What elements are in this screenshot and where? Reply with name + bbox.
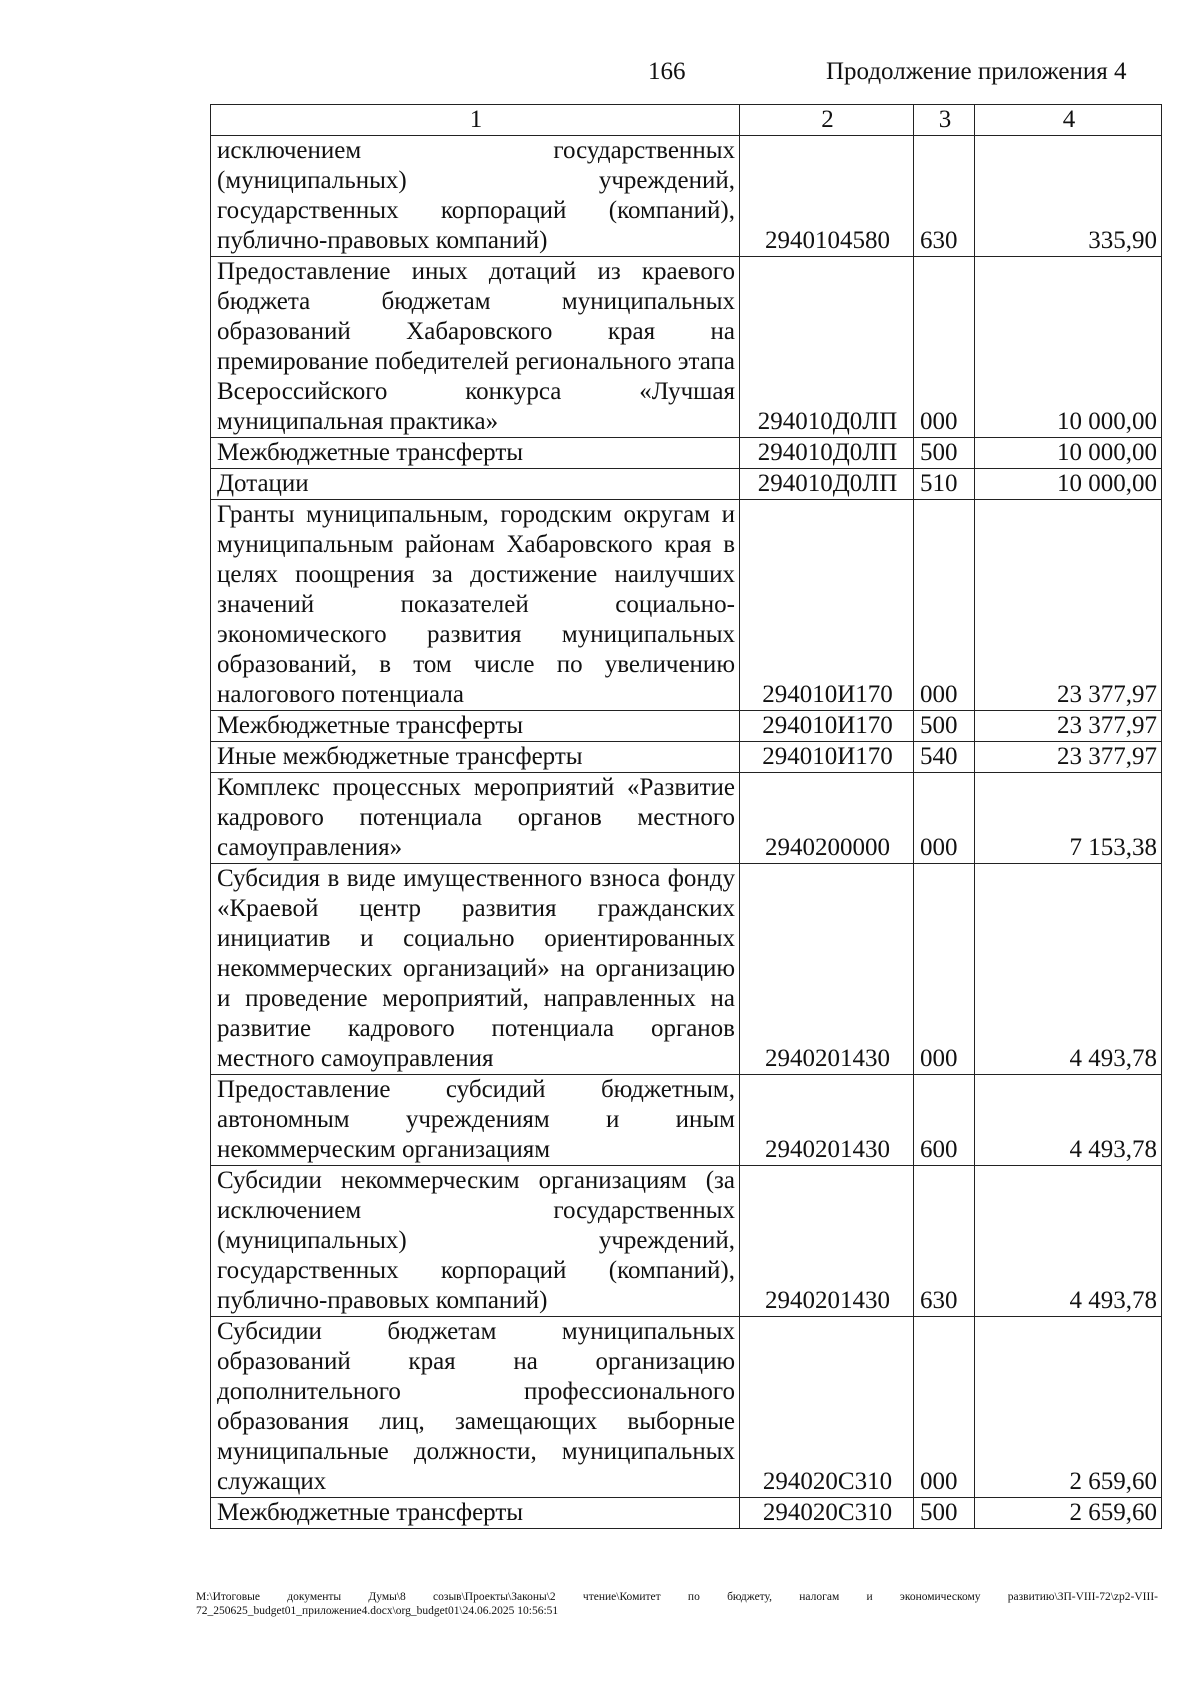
column-header-1: 1 (211, 105, 740, 136)
column-header-4: 4 (975, 105, 1162, 136)
budget-table (210, 104, 1162, 1529)
item-name-cell: Субсидии некоммерческим организациям (за исключением государственных (муниципальных) учреждений, государственных корпораций (компаний), публично-правовых компаний) (211, 1166, 740, 1317)
item-name-cell: Предоставление иных дотаций из краевого бюджета бюджетам муниципальных образований Хабаровского края на премирование победителей регионального этапа Всероссийского конкурса «Лучшая муниципальная практика» (211, 257, 740, 438)
item-name-cell: Субсидии бюджетам муниципальных образований края на организацию дополнительного профессионального образования лиц, замещающих выборные муниципальные должности, муниципальных служащих (211, 1317, 740, 1498)
item-name-cell: Субсидия в виде имущественного взноса фонду «Краевой центр развития гражданских инициатив и социально ориентированных некоммерческих организаций» на организацию и проведение мероприятий, направленных на развитие кадрового потенциала органов местного самоуправления (211, 864, 740, 1075)
table-row (211, 438, 1162, 469)
amount-cell: 23 377,97 (975, 500, 1162, 711)
item-name-cell: Предоставление субсидий бюджетным, автономным учреждениям и иным некоммерческим организациям (211, 1075, 740, 1166)
appendix-continuation-label: Продолжение приложения 4 (826, 58, 1127, 85)
expense-type-cell: 000 (914, 257, 975, 438)
table-row (211, 136, 1162, 257)
table-header (211, 105, 1162, 136)
target-code-cell: 294010Д0ЛП (740, 469, 914, 500)
target-code-cell: 294010И170 (740, 500, 914, 711)
footer-file-path: M:\Итоговые документы Думы\8 созыв\Проекты\Законы\2 чтение\Комитет по бюджету, налогам и экономическому развитию\ЗП-VIII-72\zp2-VIII-72_250625_budget01_приложение4.docx\org_budget01\24.06.2025 10:56:51 (196, 1591, 1158, 1617)
column-header-2: 2 (740, 105, 914, 136)
amount-cell: 4 493,78 (975, 864, 1162, 1075)
target-code-cell: 294020С310 (740, 1498, 914, 1529)
expense-type-cell: 000 (914, 864, 975, 1075)
target-code-cell: 2940201430 (740, 1166, 914, 1317)
table-row (211, 257, 1162, 438)
target-code-cell: 294020С310 (740, 1317, 914, 1498)
table-row (211, 864, 1162, 1075)
target-code-cell: 294010Д0ЛП (740, 257, 914, 438)
table-row (211, 773, 1162, 864)
table-row (211, 1166, 1162, 1317)
table-body (211, 136, 1162, 1529)
amount-cell: 2 659,60 (975, 1317, 1162, 1498)
expense-type-cell: 500 (914, 711, 975, 742)
table-row (211, 711, 1162, 742)
item-name-cell: исключением государственных (муниципальных) учреждений, государственных корпораций (компаний), публично-правовых компаний) (211, 136, 740, 257)
item-name-cell: Межбюджетные трансферты (211, 1498, 740, 1529)
item-name-cell: Комплекс процессных мероприятий «Развитие кадрового потенциала органов местного самоуправления» (211, 773, 740, 864)
column-header-3: 3 (914, 105, 975, 136)
item-name-cell: Иные межбюджетные трансферты (211, 742, 740, 773)
expense-type-cell: 600 (914, 1075, 975, 1166)
amount-cell: 4 493,78 (975, 1075, 1162, 1166)
table-row (211, 469, 1162, 500)
expense-type-cell: 000 (914, 1317, 975, 1498)
expense-type-cell: 510 (914, 469, 975, 500)
amount-cell: 335,90 (975, 136, 1162, 257)
target-code-cell: 2940201430 (740, 1075, 914, 1166)
amount-cell: 2 659,60 (975, 1498, 1162, 1529)
table-row (211, 1317, 1162, 1498)
target-code-cell: 2940104580 (740, 136, 914, 257)
expense-type-cell: 000 (914, 773, 975, 864)
expense-type-cell: 630 (914, 136, 975, 257)
table-row (211, 1498, 1162, 1529)
amount-cell: 10 000,00 (975, 469, 1162, 500)
amount-cell: 23 377,97 (975, 742, 1162, 773)
amount-cell: 10 000,00 (975, 257, 1162, 438)
amount-cell: 23 377,97 (975, 711, 1162, 742)
amount-cell: 7 153,38 (975, 773, 1162, 864)
amount-cell: 4 493,78 (975, 1166, 1162, 1317)
item-name-cell: Межбюджетные трансферты (211, 711, 740, 742)
item-name-cell: Гранты муниципальным, городским округам и муниципальным районам Хабаровского края в целях поощрения за достижение наилучших значений показателей социально-экономического развития муниципальных образований, в том числе по увеличению налогового потенциала (211, 500, 740, 711)
target-code-cell: 294010Д0ЛП (740, 438, 914, 469)
target-code-cell: 294010И170 (740, 711, 914, 742)
item-name-cell: Дотации (211, 469, 740, 500)
expense-type-cell: 500 (914, 438, 975, 469)
header-row (211, 105, 1162, 136)
expense-type-cell: 630 (914, 1166, 975, 1317)
target-code-cell: 294010И170 (740, 742, 914, 773)
page-number: 166 (648, 58, 686, 85)
amount-cell: 10 000,00 (975, 438, 1162, 469)
table-row (211, 1075, 1162, 1166)
expense-type-cell: 540 (914, 742, 975, 773)
target-code-cell: 2940200000 (740, 773, 914, 864)
table-row (211, 742, 1162, 773)
target-code-cell: 2940201430 (740, 864, 914, 1075)
table-row (211, 500, 1162, 711)
item-name-cell: Межбюджетные трансферты (211, 438, 740, 469)
expense-type-cell: 500 (914, 1498, 975, 1529)
expense-type-cell: 000 (914, 500, 975, 711)
